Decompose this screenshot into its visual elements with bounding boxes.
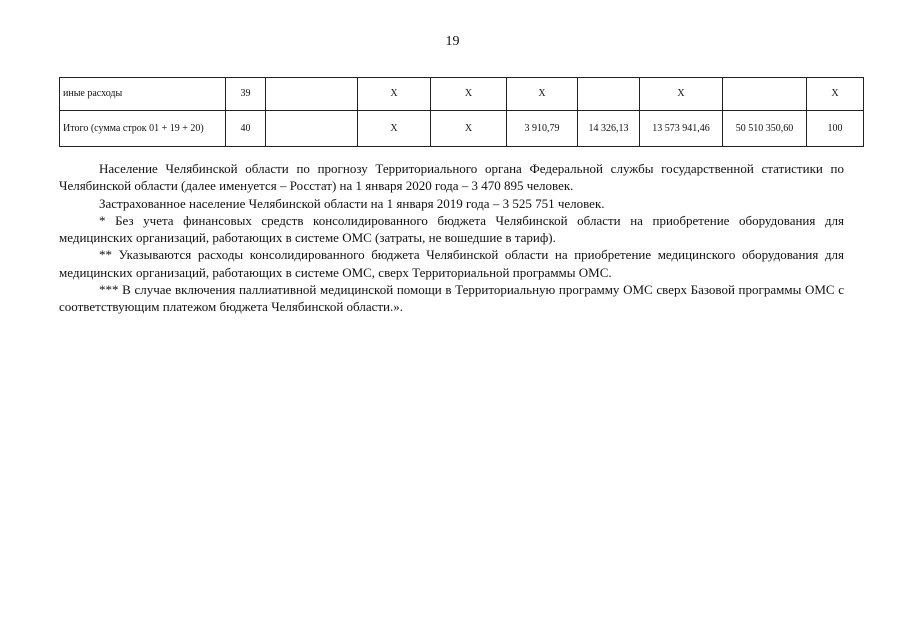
population-note: Население Челябинской области по прогнозу Территориального органа Федеральной службы государственной статистики по Челябинской области (далее именуется – Росстат) на 1 января 2020 года – 3 470 895 человек.	[59, 161, 844, 194]
table-cell: 3 910,79	[507, 111, 578, 147]
table-cell: Х	[431, 111, 507, 147]
table-cell	[266, 111, 358, 147]
notes-section	[59, 160, 844, 316]
table-row	[60, 111, 864, 147]
page-number: 19	[445, 34, 460, 49]
row-code: 39	[226, 78, 266, 111]
footnote-1: * Без учета финансовых средств консолидированного бюджета Челябинской области на приобретение оборудования для медицинских организаций, работающих в системе ОМС (затраты, не вошедшие в тариф).	[59, 212, 844, 246]
table-cell	[266, 78, 358, 111]
table-cell: 50 510 350,60	[723, 111, 807, 147]
row-label: Итого (сумма строк 01 + 19 + 20)	[60, 111, 226, 147]
table-cell: Х	[507, 78, 578, 111]
table-cell: Х	[358, 111, 431, 147]
table-cell: Х	[640, 78, 723, 111]
financing-table	[59, 77, 864, 147]
footnote-3: *** В случае включения паллиативной медицинской помощи в Территориальную программу ОМС сверх Базовой программы ОМС с соответствующим платежом бюджета Челябинской области.».	[59, 282, 844, 315]
table-row	[60, 78, 864, 111]
insured-population-note: Застрахованное население Челябинской области на 1 января 2019 года – 3 525 751 человек.	[99, 195, 605, 211]
table-cell: Х	[358, 78, 431, 111]
table-cell: 100	[807, 111, 864, 147]
table-cell	[578, 78, 640, 111]
table-cell: 14 326,13	[578, 111, 640, 147]
footnote-2: ** Указываются расходы консолидированного бюджета Челябинской области на приобретение медицинского оборудования для медицинских организаций, работающих в системе ОМС, сверх Территориальной программы ОМС.	[59, 247, 844, 280]
table-cell: 13 573 941,46	[640, 111, 723, 147]
row-code: 40	[226, 111, 266, 147]
table-cell	[723, 78, 807, 111]
row-label: иные расходы	[60, 78, 226, 111]
table-cell: Х	[807, 78, 864, 111]
table-cell: Х	[431, 78, 507, 111]
